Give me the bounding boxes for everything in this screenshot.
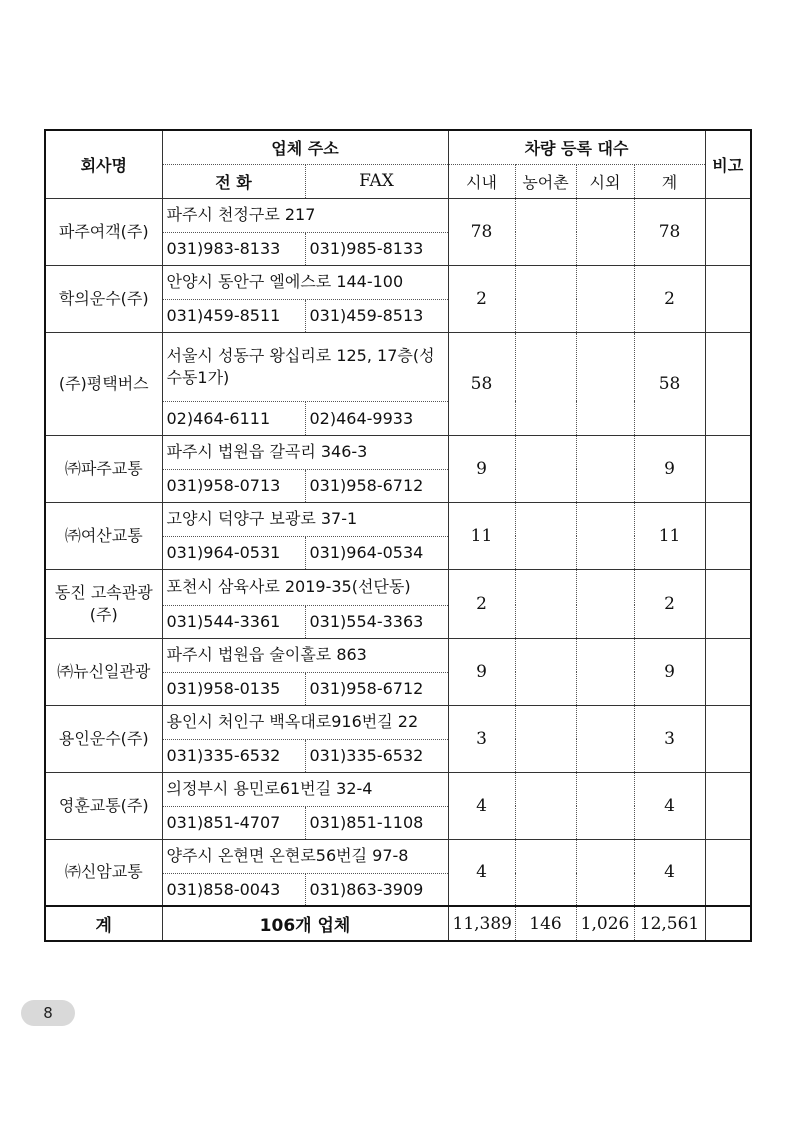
vehicles-rural (515, 332, 576, 435)
company-fax: 031)863-3909 (305, 873, 448, 906)
header-company: 회사명 (45, 130, 162, 198)
vehicles-sum: 11 (634, 502, 705, 569)
vehicles-rural (515, 569, 576, 638)
company-name: ㈜신암교통 (45, 839, 162, 906)
vehicles-sum: 2 (634, 265, 705, 332)
vehicles-city: 2 (448, 569, 515, 638)
vehicles-city: 11 (448, 502, 515, 569)
company-fax: 031)958-6712 (305, 672, 448, 705)
company-row (45, 705, 751, 739)
page-number-badge: 8 (21, 1000, 75, 1026)
vehicles-sum: 58 (634, 332, 705, 435)
vehicles-intercity (576, 569, 634, 638)
vehicles-intercity (576, 332, 634, 435)
vehicles-city: 4 (448, 839, 515, 906)
total-city: 11,389 (448, 906, 515, 941)
company-address: 파주시 법원읍 술이홀로 863 (162, 638, 448, 672)
company-fax: 031)851-1108 (305, 806, 448, 839)
company-fax: 031)958-6712 (305, 469, 448, 502)
company-name: 학의운수(주) (45, 265, 162, 332)
company-phone: 031)964-0531 (162, 536, 305, 569)
vehicles-sum: 4 (634, 772, 705, 839)
company-phone: 031)335-6532 (162, 739, 305, 772)
company-row (45, 198, 751, 232)
company-phone: 031)544-3361 (162, 605, 305, 638)
company-name: 용인운수(주) (45, 705, 162, 772)
vehicles-rural (515, 638, 576, 705)
company-name: (주)평택버스 (45, 332, 162, 435)
company-address: 고양시 덕양구 보광로 37-1 (162, 502, 448, 536)
header-fax: FAX (305, 164, 448, 198)
vehicles-city: 2 (448, 265, 515, 332)
vehicles-rural (515, 839, 576, 906)
vehicles-rural (515, 265, 576, 332)
remarks-cell (705, 198, 751, 265)
remarks-cell (705, 569, 751, 638)
company-fax: 031)554-3363 (305, 605, 448, 638)
vehicles-intercity (576, 638, 634, 705)
header-city: 시내 (448, 164, 515, 198)
company-row (45, 638, 751, 672)
remarks-cell (705, 502, 751, 569)
company-phone: 031)983-8133 (162, 232, 305, 265)
vehicles-city: 4 (448, 772, 515, 839)
company-phone: 031)958-0713 (162, 469, 305, 502)
company-phone: 031)851-4707 (162, 806, 305, 839)
remarks-cell (705, 435, 751, 502)
total-companies: 106개 업체 (162, 906, 448, 941)
company-row (45, 839, 751, 873)
company-address: 파주시 천정구로 217 (162, 198, 448, 232)
vehicles-intercity (576, 265, 634, 332)
company-address: 의정부시 용민로61번길 32-4 (162, 772, 448, 806)
vehicles-intercity (576, 198, 634, 265)
vehicles-sum: 2 (634, 569, 705, 638)
total-label: 계 (45, 906, 162, 941)
company-fax: 031)335-6532 (305, 739, 448, 772)
company-fax: 031)964-0534 (305, 536, 448, 569)
company-address: 파주시 법원읍 갈곡리 346-3 (162, 435, 448, 469)
company-fax: 02)464-9933 (305, 401, 448, 435)
vehicles-sum: 78 (634, 198, 705, 265)
vehicles-city: 9 (448, 435, 515, 502)
vehicles-rural (515, 502, 576, 569)
vehicles-rural (515, 198, 576, 265)
company-phone: 031)858-0043 (162, 873, 305, 906)
company-name: 파주여객(주) (45, 198, 162, 265)
company-name: ㈜파주교통 (45, 435, 162, 502)
company-address: 안양시 동안구 엘에스로 144-100 (162, 265, 448, 299)
vehicles-city: 58 (448, 332, 515, 435)
header-address-group: 업체 주소 (162, 130, 448, 164)
company-row (45, 435, 751, 469)
remarks-cell (705, 839, 751, 906)
company-row (45, 569, 751, 605)
vehicles-intercity (576, 435, 634, 502)
company-fax: 031)459-8513 (305, 299, 448, 332)
remarks-cell (705, 332, 751, 435)
vehicles-rural (515, 705, 576, 772)
company-row (45, 772, 751, 806)
vehicles-rural (515, 772, 576, 839)
remarks-cell (705, 772, 751, 839)
company-row (45, 502, 751, 536)
remarks-cell (705, 265, 751, 332)
company-name: ㈜뉴신일관광 (45, 638, 162, 705)
vehicles-intercity (576, 705, 634, 772)
total-rural: 146 (515, 906, 576, 941)
vehicles-sum: 9 (634, 638, 705, 705)
vehicles-city: 78 (448, 198, 515, 265)
company-address: 양주시 온현면 온현로56번길 97-8 (162, 839, 448, 873)
header-remarks: 비고 (705, 130, 751, 198)
vehicles-intercity (576, 502, 634, 569)
company-phone: 02)464-6111 (162, 401, 305, 435)
vehicles-sum: 4 (634, 839, 705, 906)
company-address: 포천시 삼육사로 2019-35(선단동) (162, 569, 448, 605)
vehicles-rural (515, 435, 576, 502)
header-vehicles-group: 차량 등록 대수 (448, 130, 705, 164)
header-phone: 전 화 (162, 164, 305, 198)
company-row (45, 332, 751, 401)
header-row-1 (45, 130, 751, 164)
company-name: 영훈교통(주) (45, 772, 162, 839)
total-remarks (705, 906, 751, 941)
remarks-cell (705, 705, 751, 772)
vehicles-city: 9 (448, 638, 515, 705)
total-row (45, 906, 751, 941)
company-address: 용인시 처인구 백옥대로916번길 22 (162, 705, 448, 739)
vehicles-intercity (576, 772, 634, 839)
company-address: 서울시 성동구 왕십리로 125, 17층(성수동1가) (162, 332, 448, 401)
company-name: ㈜여산교통 (45, 502, 162, 569)
company-name: 동진 고속관광(주) (45, 569, 162, 638)
vehicle-registration-table (44, 129, 752, 942)
header-rural: 농어촌 (515, 164, 576, 198)
vehicles-sum: 9 (634, 435, 705, 502)
total-sum: 12,561 (634, 906, 705, 941)
header-intercity: 시외 (576, 164, 634, 198)
vehicles-intercity (576, 839, 634, 906)
company-fax: 031)985-8133 (305, 232, 448, 265)
company-row (45, 265, 751, 299)
remarks-cell (705, 638, 751, 705)
header-sum: 계 (634, 164, 705, 198)
total-intercity: 1,026 (576, 906, 634, 941)
company-phone: 031)459-8511 (162, 299, 305, 332)
company-phone: 031)958-0135 (162, 672, 305, 705)
vehicles-city: 3 (448, 705, 515, 772)
vehicles-sum: 3 (634, 705, 705, 772)
